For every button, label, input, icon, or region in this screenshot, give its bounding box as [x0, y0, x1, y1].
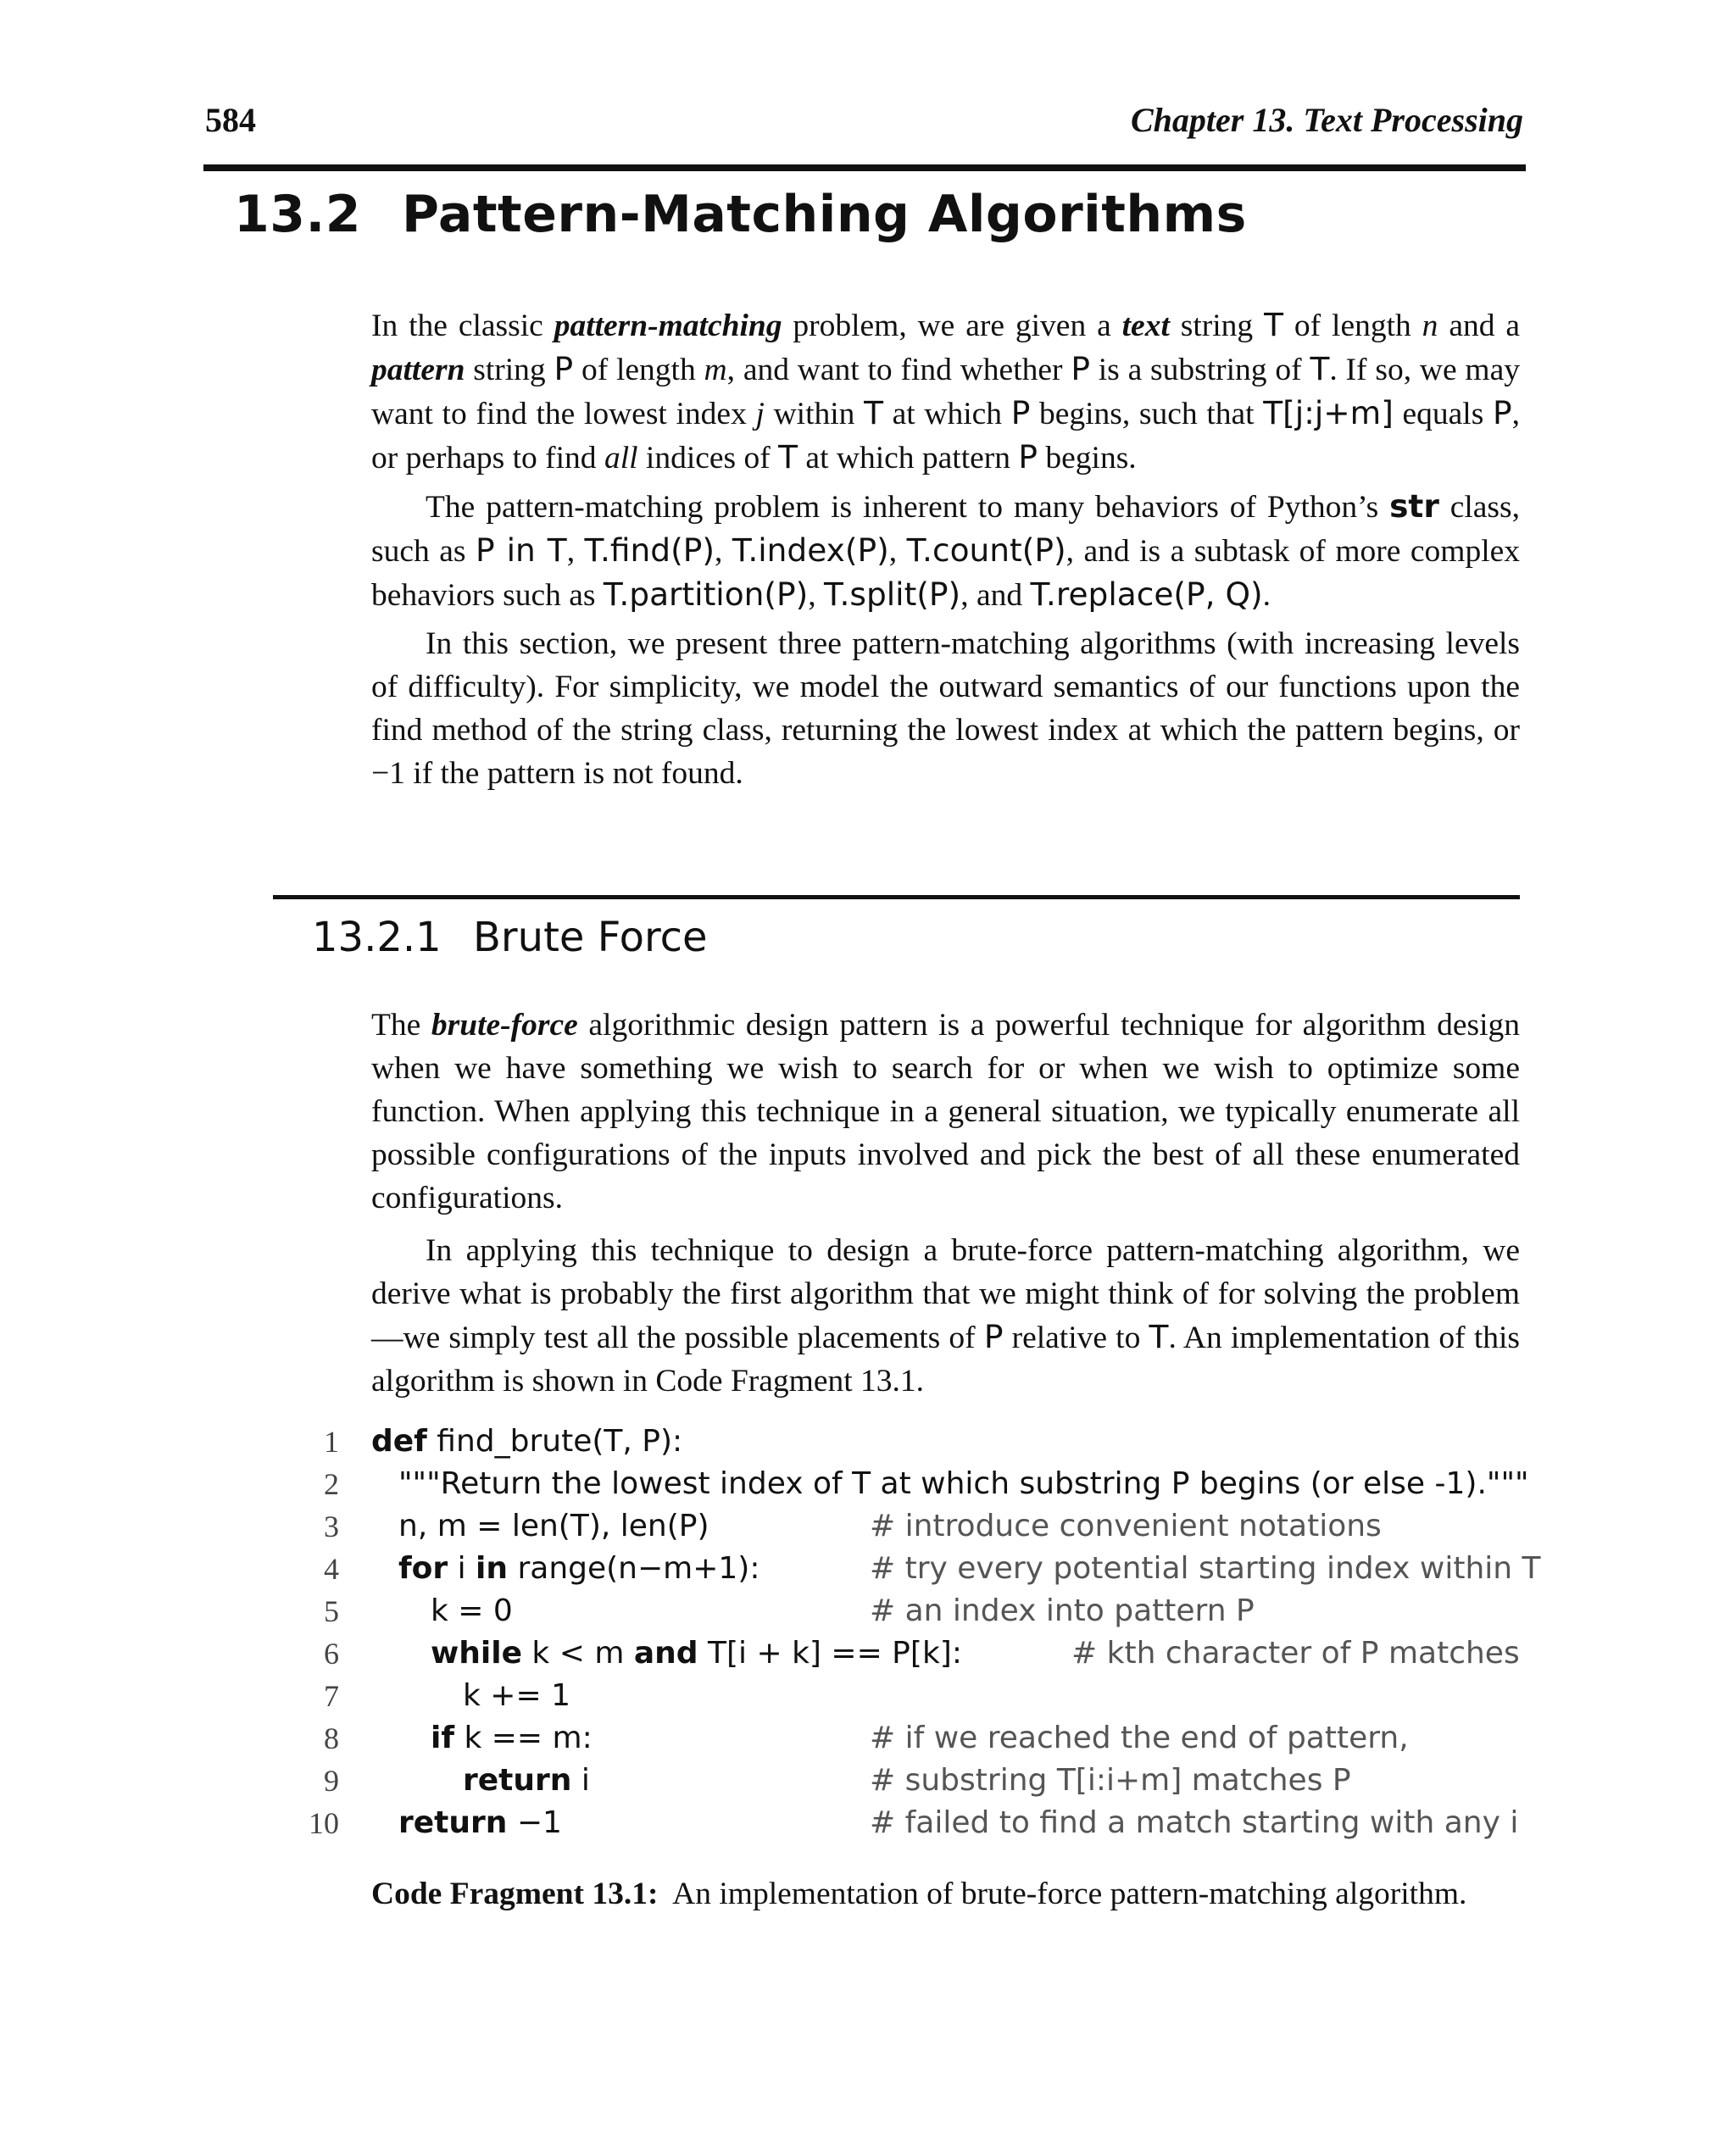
code-line: 3 n, m = len(T), len(P) # introduce convenient notations: [288, 1505, 1526, 1548]
code-line: 10 return −1 # failed to find a match starting with any i: [288, 1802, 1526, 1844]
code-line: 6 while k < m and T[i + k] == P[k]: # kth character of P matches: [288, 1632, 1526, 1675]
line-number: 5: [324, 1594, 339, 1628]
line-number: 4: [324, 1552, 339, 1586]
code-comment: # failed to find a match starting with any i: [870, 1805, 1519, 1840]
brute-force-paragraph-1: The brute-force algorithmic design pattern is a powerful technique for algorithm design when we have something we wish to search for or when we wish to optimize some function. When applying this technique in a general situation, we typically enumerate all possible configurations of the inputs involved and pick the best of all these enumerated configurations.: [371, 1008, 1520, 1215]
line-number: 10: [309, 1806, 339, 1840]
code-line: 8 if k == m: # if we reached the end of pattern,: [288, 1717, 1526, 1760]
code-line: 1 def find_brute(T, P):: [288, 1421, 1526, 1463]
subsection-heading: [312, 914, 708, 961]
code-line: 9 return i # substring T[i:i+m] matches P: [288, 1760, 1526, 1802]
line-number: 9: [324, 1764, 339, 1798]
code-line: 5 k = 0 # an index into pattern P: [288, 1590, 1526, 1632]
section-heading: [234, 185, 1247, 244]
code-line: 7 k += 1: [288, 1675, 1526, 1717]
line-number: 8: [324, 1721, 339, 1755]
page-number: 584: [205, 101, 256, 139]
brute-force-paragraph-2: In applying this technique to design a brute-force pattern-matching algorithm, we derive what is probably the first algorithm that we might think of for solving the problem—we simply test all the possible placements of P relative to T. An implementation of this algorithm is shown in Code Fragment 13.1.: [371, 1233, 1520, 1399]
code-caption: [371, 1873, 1520, 1916]
header-rule: [203, 164, 1526, 171]
code-comment: # kth character of P matches: [1071, 1636, 1520, 1671]
subsection-title: Brute Force: [473, 914, 708, 961]
code-comment: # try every potential starting index within T: [870, 1551, 1541, 1586]
code-line: 4 for i in range(n−m+1): # try every potential starting index within T: [288, 1548, 1526, 1590]
caption-label: Code Fragment 13.1:: [371, 1877, 659, 1911]
running-head: [205, 95, 1523, 146]
caption-text: An implementation of brute-force pattern-matching algorithm.: [672, 1877, 1467, 1911]
line-number: 7: [324, 1679, 339, 1713]
code-comment: # introduce convenient notations: [870, 1509, 1382, 1543]
line-number: 3: [324, 1510, 339, 1543]
code-line: 2 """Return the lowest index of T at which substring P begins (or else -1).""": [288, 1463, 1526, 1505]
subsection-number: 13.2.1: [312, 914, 442, 961]
section-number: 13.2: [234, 185, 362, 244]
intro-paragraph-3: In this section, we present three pattern-matching algorithms (with increasing levels of difficulty). For simplicity, we model the outward semantics of our functions upon the find method of the string class, returning the lowest index at which the pattern begins, or −1 if the pattern is not found.: [371, 626, 1520, 791]
line-number: 2: [324, 1467, 339, 1501]
code-comment: # if we reached the end of pattern,: [870, 1721, 1409, 1755]
section-title: Pattern-Matching Algorithms: [402, 185, 1247, 244]
intro-paragraph-2: The pattern-matching problem is inherent to many behaviors of Python’s str class, such as P in T, T.find(P), T.index(P), T.count(P), and is a subtask of more complex behaviors such as T.partition(P), T.split(P), and T.replace(P, Q).: [371, 487, 1521, 613]
chapter-title: Chapter 13. Text Processing: [1131, 101, 1523, 139]
line-number: 6: [324, 1637, 339, 1671]
subsection-rule: [273, 895, 1520, 899]
intro-paragraph-1: In the classic pattern-matching problem, we are given a text string T of length n and a pattern string P of length m, and want to find whether P is a substring of T. If so, we may want to find the lowest index j within T at which P begins, such that T[j:j+m] equals P, or perhaps to find all indices of T at which pattern P begins.: [371, 306, 1520, 475]
code-comment: # an index into pattern P: [870, 1593, 1255, 1628]
code-comment: # substring T[i:i+m] matches P: [870, 1763, 1351, 1798]
line-number: 1: [324, 1425, 339, 1459]
